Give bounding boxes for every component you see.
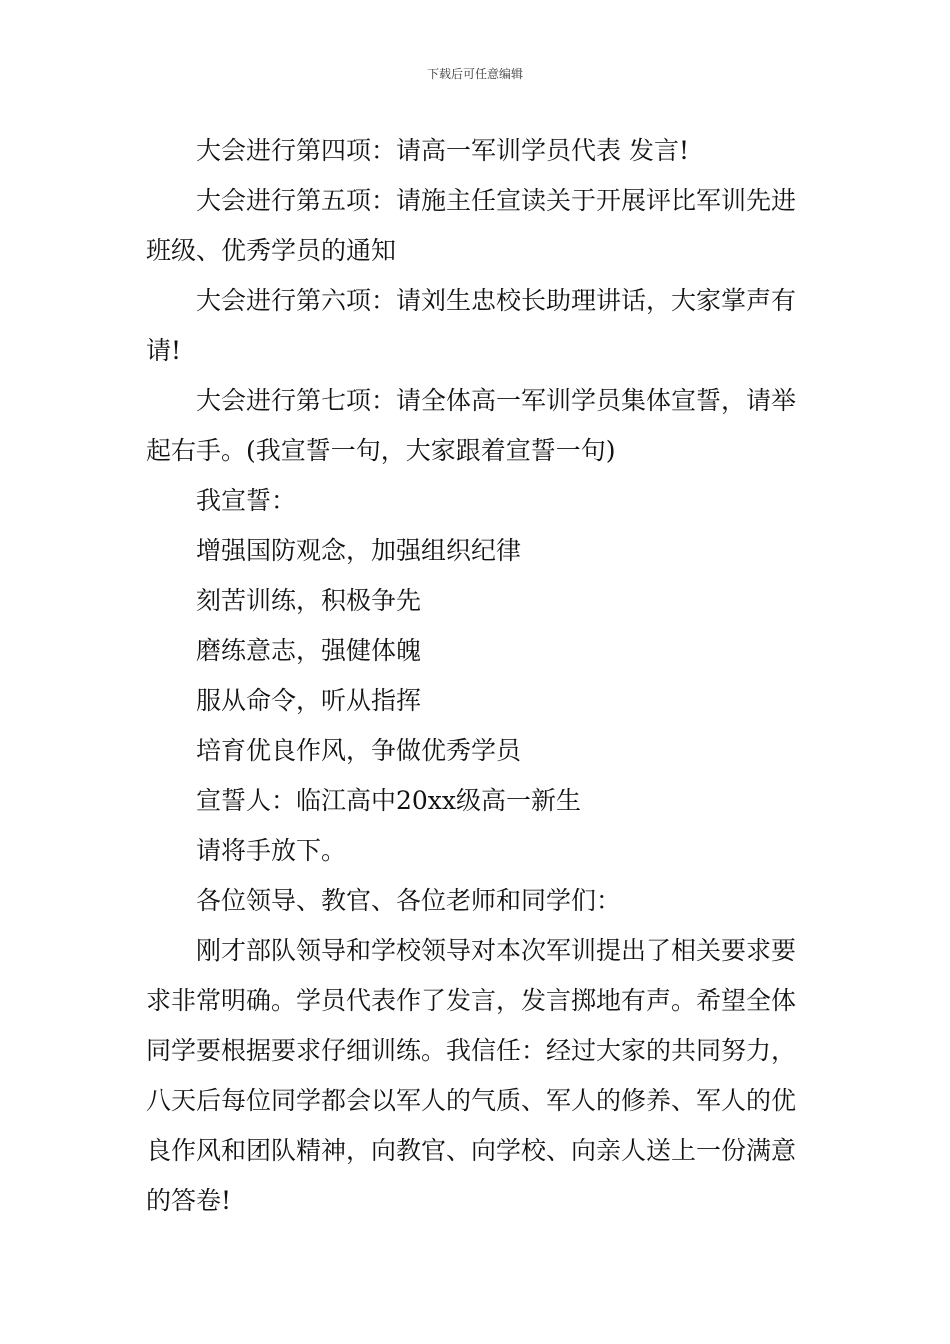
- greeting-line: 各位领导、教官、各位老师和同学们：: [196, 886, 622, 915]
- paragraph-item-5: 大会进行第五项：请施主任宣读关于开展评比军训先进班级、优秀学员的通知: [146, 186, 797, 265]
- oath-line: 服从命令，听从指挥: [196, 686, 422, 715]
- oath-signer: 宣誓人：临江高中20xx级高一新生: [196, 786, 582, 815]
- paragraph-item-6: 大会进行第六项：请刘生忠校长助理讲话，大家掌声有请!: [146, 286, 797, 365]
- oath-line: 增强国防观念，加强组织纪律: [196, 536, 522, 565]
- document-body: [146, 126, 806, 1226]
- closing-paragraph: 刚才部队领导和学校领导对本次军训提出了相关要求要求非常明确。学员代表作了发言，发言掷地有声。希望全体同学要根据要求仔细训练。我信任：经过大家的共同努力，八天后每位同学都会以军人的气质、军人的修养、军人的优良作风和团队精神，向教官、向学校、向亲人送上一份满意的答卷!: [146, 936, 797, 1215]
- oath-line: 刻苦训练，积极争先: [196, 586, 422, 615]
- instruction-line: 请将手放下。: [196, 836, 347, 865]
- oath-line: 磨练意志，强健体魄: [196, 636, 422, 665]
- oath-line: 培育优良作风，争做优秀学员: [196, 736, 522, 765]
- paragraph-item-7: 大会进行第七项：请全体高一军训学员集体宣誓，请举起右手。(我宣誓一句，大家跟着宣誓一句): [146, 386, 797, 465]
- oath-intro: 我宣誓：: [196, 486, 297, 515]
- header-note: 下载后可任意编辑: [426, 67, 523, 81]
- paragraph-item-4: 大会进行第四项：请高一军训学员代表 发言!: [196, 136, 689, 165]
